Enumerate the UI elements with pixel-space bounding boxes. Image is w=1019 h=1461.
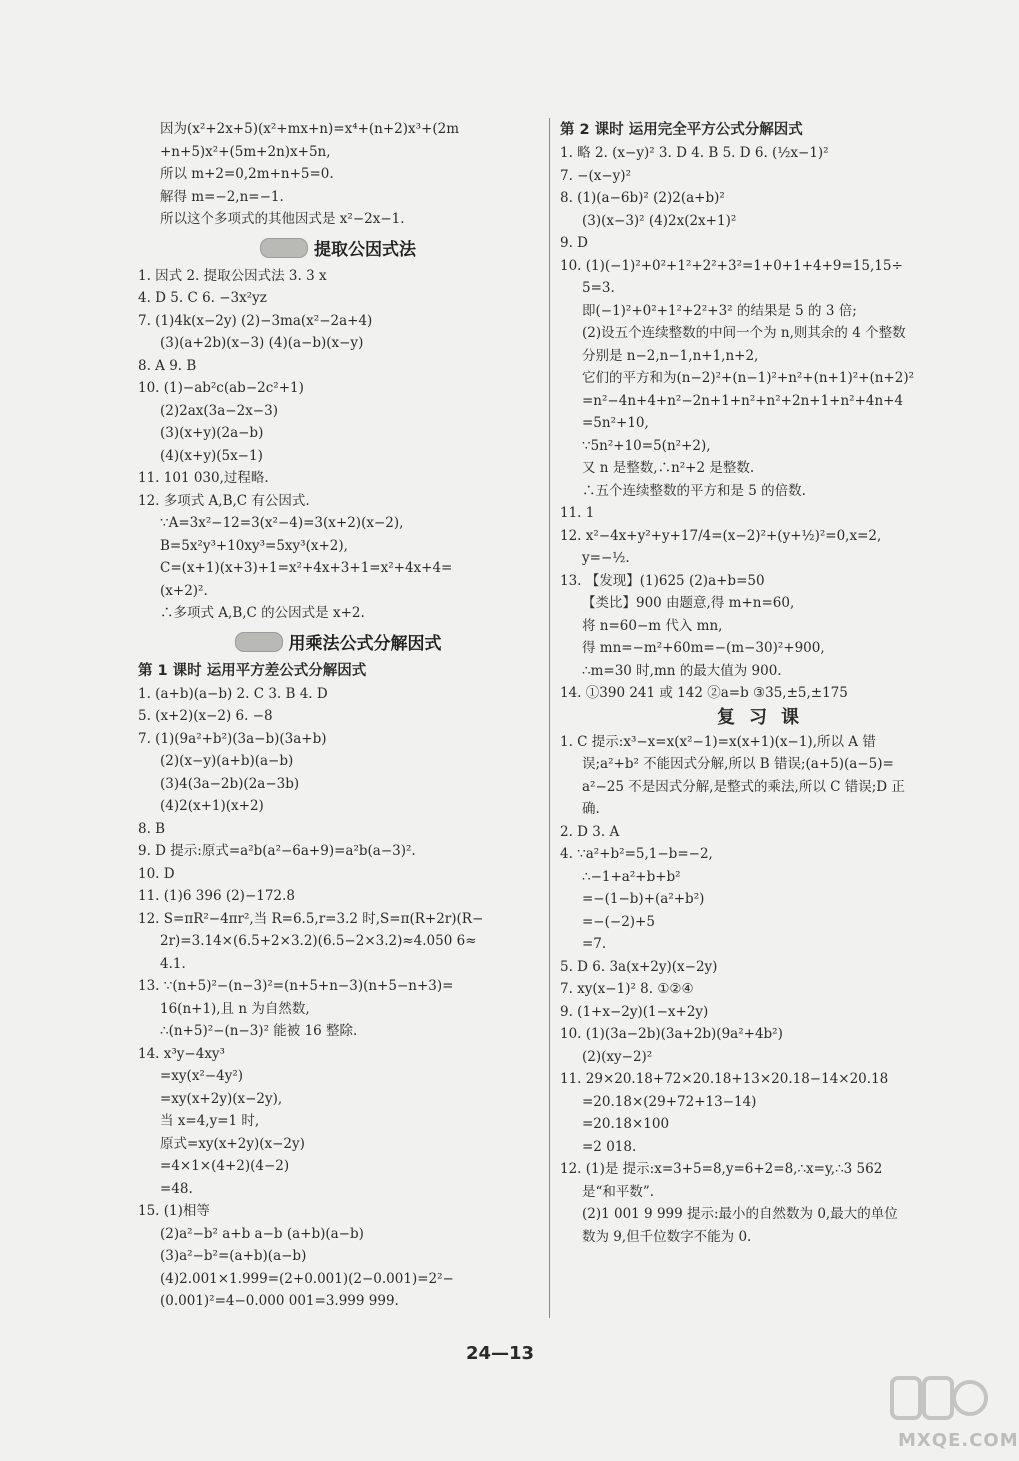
answer-line: B=5x²y³+10xy³=5xy³(x+2), [160,537,348,554]
answer-line: 9. D 提示:原式=a²b(a²−6a+9)=a²b(a−3)². [138,843,416,859]
answer-line: 2. D 3. A [560,823,620,840]
answer-line: 1. 因式 2. 提取公因式法 3. 3 x [138,267,327,284]
answer-line: 11. 1 [560,505,595,521]
answer-line: 7. (1)(9a²+b²)(3a−b)(3a+b) [138,730,327,747]
section-badge-icon [260,238,308,258]
answer-line: =n²−4n+4+n²−2n+1+n²+n²+2n+1+n²+4n+4 [582,392,904,409]
answer-line: 15. (1)相等 [138,1203,210,1219]
answer-line: 又 n 是整数,∴n²+2 是整数. [582,460,755,476]
section-heading-common-factor [138,233,538,263]
answer-line: 5. (x+2)(x−2) 6. −8 [138,708,273,724]
section-title: 用乘法公式分解因式 [288,634,442,654]
answer-line: 12. (1)是 提示:x=3+5=8,y=6+2=8,∴x=y,∴3 562 [560,1161,883,1177]
answer-line: 【类比】900 由题意,得 m+n=60, [582,595,795,611]
answer-line: 13. 【发现】(1)625 (2)a+b=50 [560,572,765,589]
answer-line: 7. xy(x−1)² 8. ①②④ [560,981,694,997]
answer-line: 14. ①390 241 或 142 ②a=b ③35,±5,±175 [560,685,848,701]
section-title: 提取公因式法 [314,240,416,260]
answer-line: 得 mn=−m²+60m=−(m−30)²+900, [582,640,825,656]
answer-line: (0.001)²=4−0.000 001=3.999 999. [160,1293,399,1309]
answer-line: 即(−1)²+0²+1²+2²+3² 的结果是 5 的 3 倍; [582,302,857,319]
answer-line: ∴−1+a²+b+b² [582,868,681,885]
answer-line: 12. 多项式 A,B,C 有公因式. [138,492,310,509]
lesson-2-title: 第 2 课时 运用完全平方公式分解因式 [560,122,803,138]
answer-line: ∴m=30 时,mn 的最大值为 900. [582,662,782,679]
right-column [560,118,970,1248]
answer-line: 分别是 n−2,n−1,n+1,n+2, [582,347,759,364]
answer-line: 原式=xy(x+2y)(x−2y) [160,1135,305,1152]
lesson-2-answers [560,142,970,705]
answer-line: 10. (1)−ab²c(ab−2c²+1) [138,380,304,396]
answer-line: 5. D 6. 3a(x+2y)(x−2y) [560,958,718,975]
answer-line: =20.18×(29+72+13−14) [582,1093,757,1110]
answer-line: 8. A 9. B [138,357,197,374]
answer-line: =5n²+10, [582,415,649,431]
answer-line: 16(n+1),且 n 为自然数, [160,1000,310,1017]
answer-line: 确. [582,801,600,817]
answer-line: (2)1 001 9 999 提示:最小的自然数为 0,最大的单位 [582,1206,898,1222]
answer-line: 解得 m=−2,n=−1. [160,188,284,205]
answer-line: =4×1×(4+2)(4−2) [160,1158,290,1174]
answer-line: 10. (1)(−1)²+0²+1²+2²+3²=1+0+1+4+9=15,15÷ [560,257,903,274]
intro-block [138,118,538,231]
answer-line: 12. x²−4x+y²+y+17/4=(x−2)²+(y+½)²=0,x=2, [560,527,882,544]
answer-line: 2r)=3.14×(6.5+2×3.2)(6.5−2×3.2)≈4.050 6≈ [160,933,477,949]
answer-line: (4)2.001×1.999=(2+0.001)(2−0.001)=2²− [160,1270,454,1287]
answer-line: (3)4(3a−2b)(2a−3b) [160,775,300,792]
answer-line: (4)2(x+1)(x+2) [160,798,264,814]
answer-line: (3)(x+y)(2a−b) [160,425,264,441]
answer-line: (3)a²−b²=(a+b)(a−b) [160,1248,307,1264]
answer-line: 数为 9,但千位数字不能为 0. [582,1228,752,1245]
answer-line: 9. (1+x−2y)(1−x+2y) [560,1003,709,1020]
answer-line: 10. (1)(3a−2b)(3a+2b)(9a²+4b²) [560,1026,783,1042]
answer-line: 12. S=πR²−4πr²,当 R=6.5,r=3.2 时,S=π(R+2r)(R− [138,910,484,927]
answer-line: 它们的平方和为(n−2)²+(n−1)²+n²+(n+1)²+(n+2)² [582,370,915,386]
page-number: 24—13 [465,1343,535,1364]
column-divider [549,118,550,1318]
answer-line: 4. ∵a²+b²=5,1−b=−2, [560,846,713,862]
answer-line: ∵5n²+10=5(n²+2), [582,437,711,454]
answer-line: 1. 略 2. (x−y)² 3. D 4. B 5. D 6. (½x−1)² [560,145,829,161]
answer-line: ∴五个连续整数的平方和是 5 的倍数. [582,482,806,499]
answer-line: =48. [160,1180,193,1197]
answer-line: +n+5)x²+(5m+2n)x+5n, [160,143,331,160]
answer-line: y=−½. [582,550,630,566]
answer-line: 将 n=60−m 代入 mn, [582,617,723,634]
answer-line: 11. 29×20.18+72×20.18+13×20.18−14×20.18 [560,1071,889,1087]
answer-line: 9. D [560,235,588,251]
answer-line: 当 x=4,y=1 时, [160,1113,260,1129]
answer-line: 7. −(x−y)² [560,167,631,184]
answer-line: (2)a²−b² a+b a−b (a+b)(a−b) [160,1225,364,1242]
answer-line: 是“和平数”. [582,1183,655,1200]
answer-line: (3)(x−3)² (4)2x(2x+1)² [582,212,737,229]
answer-line: 7. (1)4k(x−2y) (2)−3ma(x²−2a+4) [138,312,373,329]
answer-line: 10. D [138,865,175,882]
answer-line: 误;a²+b² 不能因式分解,所以 B 错误;(a+5)(a−5)= [582,756,894,772]
answer-line: =−(−2)+5 [582,913,655,930]
answer-line: C=(x+1)(x+3)+1=x²+4x+3+1=x²+4x+4= [160,560,453,576]
answer-line: a²−25 不是因式分解,是整式的乘法,所以 C 错误;D 正 [582,778,905,795]
answer-line: 8. B [138,820,166,837]
answer-line: =2 018. [582,1138,637,1155]
lesson-1-title: 第 1 课时 运用平方差公式分解因式 [138,662,367,679]
answer-line: (2)(x−y)(a+b)(a−b) [160,753,294,769]
answer-line: 11. 101 030,过程略. [138,470,269,486]
lesson-1-answers [138,683,538,1313]
answer-line: 5=3. [582,280,615,296]
answer-line: ∴多项式 A,B,C 的公因式是 x+2. [160,605,365,621]
answer-line: 13. ∵(n+5)²−(n−3)²=(n+5+n−3)(n+5−n+3)= [138,978,454,994]
answer-line: 1. C 提示:x³−x=x(x²−1)=x(x+1)(x−1),所以 A 错 [560,733,876,750]
answer-line: 4. D 5. C 6. −3x²yz [138,290,267,306]
answer-line: (4)(x+y)(5x−1) [160,447,263,464]
answer-line: 所以这个多项式的其他因式是 x²−2x−1. [160,211,405,227]
review-title: 复习课 [717,706,813,728]
answer-line: (2)2ax(3a−2x−3) [160,402,278,419]
section-badge-icon [235,632,283,652]
watermark-text: MXQE.COM [898,1430,1019,1451]
review-answers [560,731,970,1249]
answer-line: (2)设五个连续整数的中间一个为 n,则其余的 4 个整数 [582,325,906,341]
answer-line: (x+2)². [160,582,208,599]
answer-line: 11. (1)6 396 (2)−172.8 [138,888,295,904]
common-factor-answers [138,265,538,625]
answer-line: (3)(a+2b)(x−3) (4)(a−b)(x−y) [160,335,364,351]
answer-line: 14. x³y−4xy³ [138,1045,225,1062]
answer-line: 所以 m+2=0,2m+n+5=0. [160,166,334,182]
answer-line: =xy(x+2y)(x−2y), [160,1090,283,1107]
answer-line: =−(1−b)+(a²+b²) [582,891,705,907]
answer-line: =20.18×100 [582,1116,670,1132]
answer-line: =xy(x²−4y²) [160,1068,244,1084]
answer-line: 1. (a+b)(a−b) 2. C 3. B 4. D [138,685,328,702]
section-heading-formula [138,627,538,657]
answer-line: ∵A=3x²−12=3(x²−4)=3(x+2)(x−2), [160,515,404,531]
answer-line: 8. (1)(a−6b)² (2)2(a+b)² [560,190,725,206]
answer-line: (2)(xy−2)² [582,1048,653,1065]
watermark-logo-icon [888,1372,988,1424]
answer-line: =7. [582,936,607,952]
answer-line: ∴(n+5)²−(n−3)² 能被 16 整除. [160,1023,358,1039]
answer-line: 因为(x²+2x+5)(x²+mx+n)=x⁴+(n+2)x³+(2m [160,121,460,137]
answer-line: 4.1. [160,955,186,972]
left-column [138,118,538,1313]
